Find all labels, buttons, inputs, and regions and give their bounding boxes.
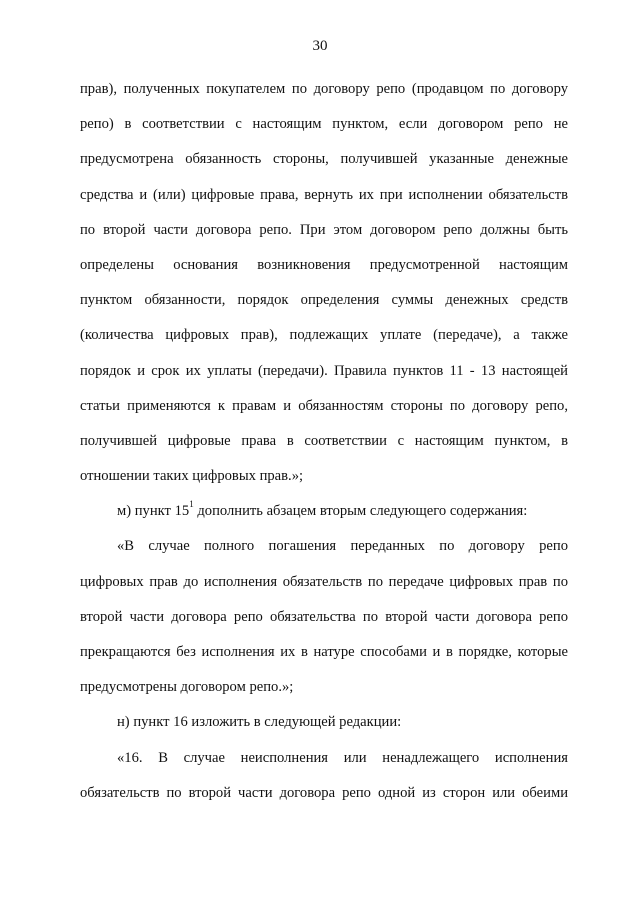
text-line: н) пункт 16 изложить в следующей редакции:	[117, 714, 402, 731]
text-line: второй части договора репо обязательства по второй части договора репо	[80, 608, 568, 625]
text-line: цифровых прав до исполнения обязательств по передаче цифровых прав по	[80, 573, 568, 590]
superscript: 1	[189, 499, 194, 510]
text-line: «16. В случае неисполнения или ненадлежащего исполнения	[117, 749, 568, 766]
paragraph-m	[80, 494, 568, 529]
text-line: получившей цифровые права в соответствии с настоящим пунктом, в	[80, 432, 568, 449]
text-line: по второй части договора репо. При этом договором репо должны быть	[80, 221, 568, 238]
text-line: (количества цифровых прав), подлежащих уплате (передаче), а также	[80, 327, 568, 344]
text-segment: дополнить абзацем вторым следующего содержания:	[197, 503, 528, 520]
document-body	[80, 72, 568, 811]
text-line: прекращаются без исполнения их в натуре способами и в порядке, которые	[80, 644, 568, 660]
text-line: средства и (или) цифровые права, вернуть их при исполнении обязательств	[80, 186, 568, 203]
text-line: пунктом обязанности, порядок определения суммы денежных средств	[80, 292, 568, 309]
text-segment: м) пункт 15	[117, 503, 190, 520]
text-line: «В случае полного погашения переданных по договору репо	[117, 538, 568, 555]
text-line: предусмотрены договором репо.»;	[80, 679, 294, 696]
text-line: статьи применяются к правам и обязанностям стороны по договору репо,	[80, 397, 568, 414]
text-line: определены основания возникновения предусмотренной настоящим	[80, 256, 568, 273]
text-line: обязательств по второй части договора репо одной из сторон или обеими	[80, 784, 568, 801]
text-line: репо) в соответствии с настоящим пунктом, если договором репо не	[80, 116, 568, 133]
page-number: 30	[312, 38, 328, 54]
text-line: предусмотрена обязанность стороны, получившей указанные денежные	[80, 151, 568, 168]
text-line: порядок и срок их уплаты (передачи). Правила пунктов 11 - 13 настоящей	[80, 362, 568, 379]
text-line: прав), полученных покупателем по договору репо (продавцом по договору	[80, 81, 568, 97]
text-line: отношении таких цифровых прав.»;	[80, 468, 304, 485]
